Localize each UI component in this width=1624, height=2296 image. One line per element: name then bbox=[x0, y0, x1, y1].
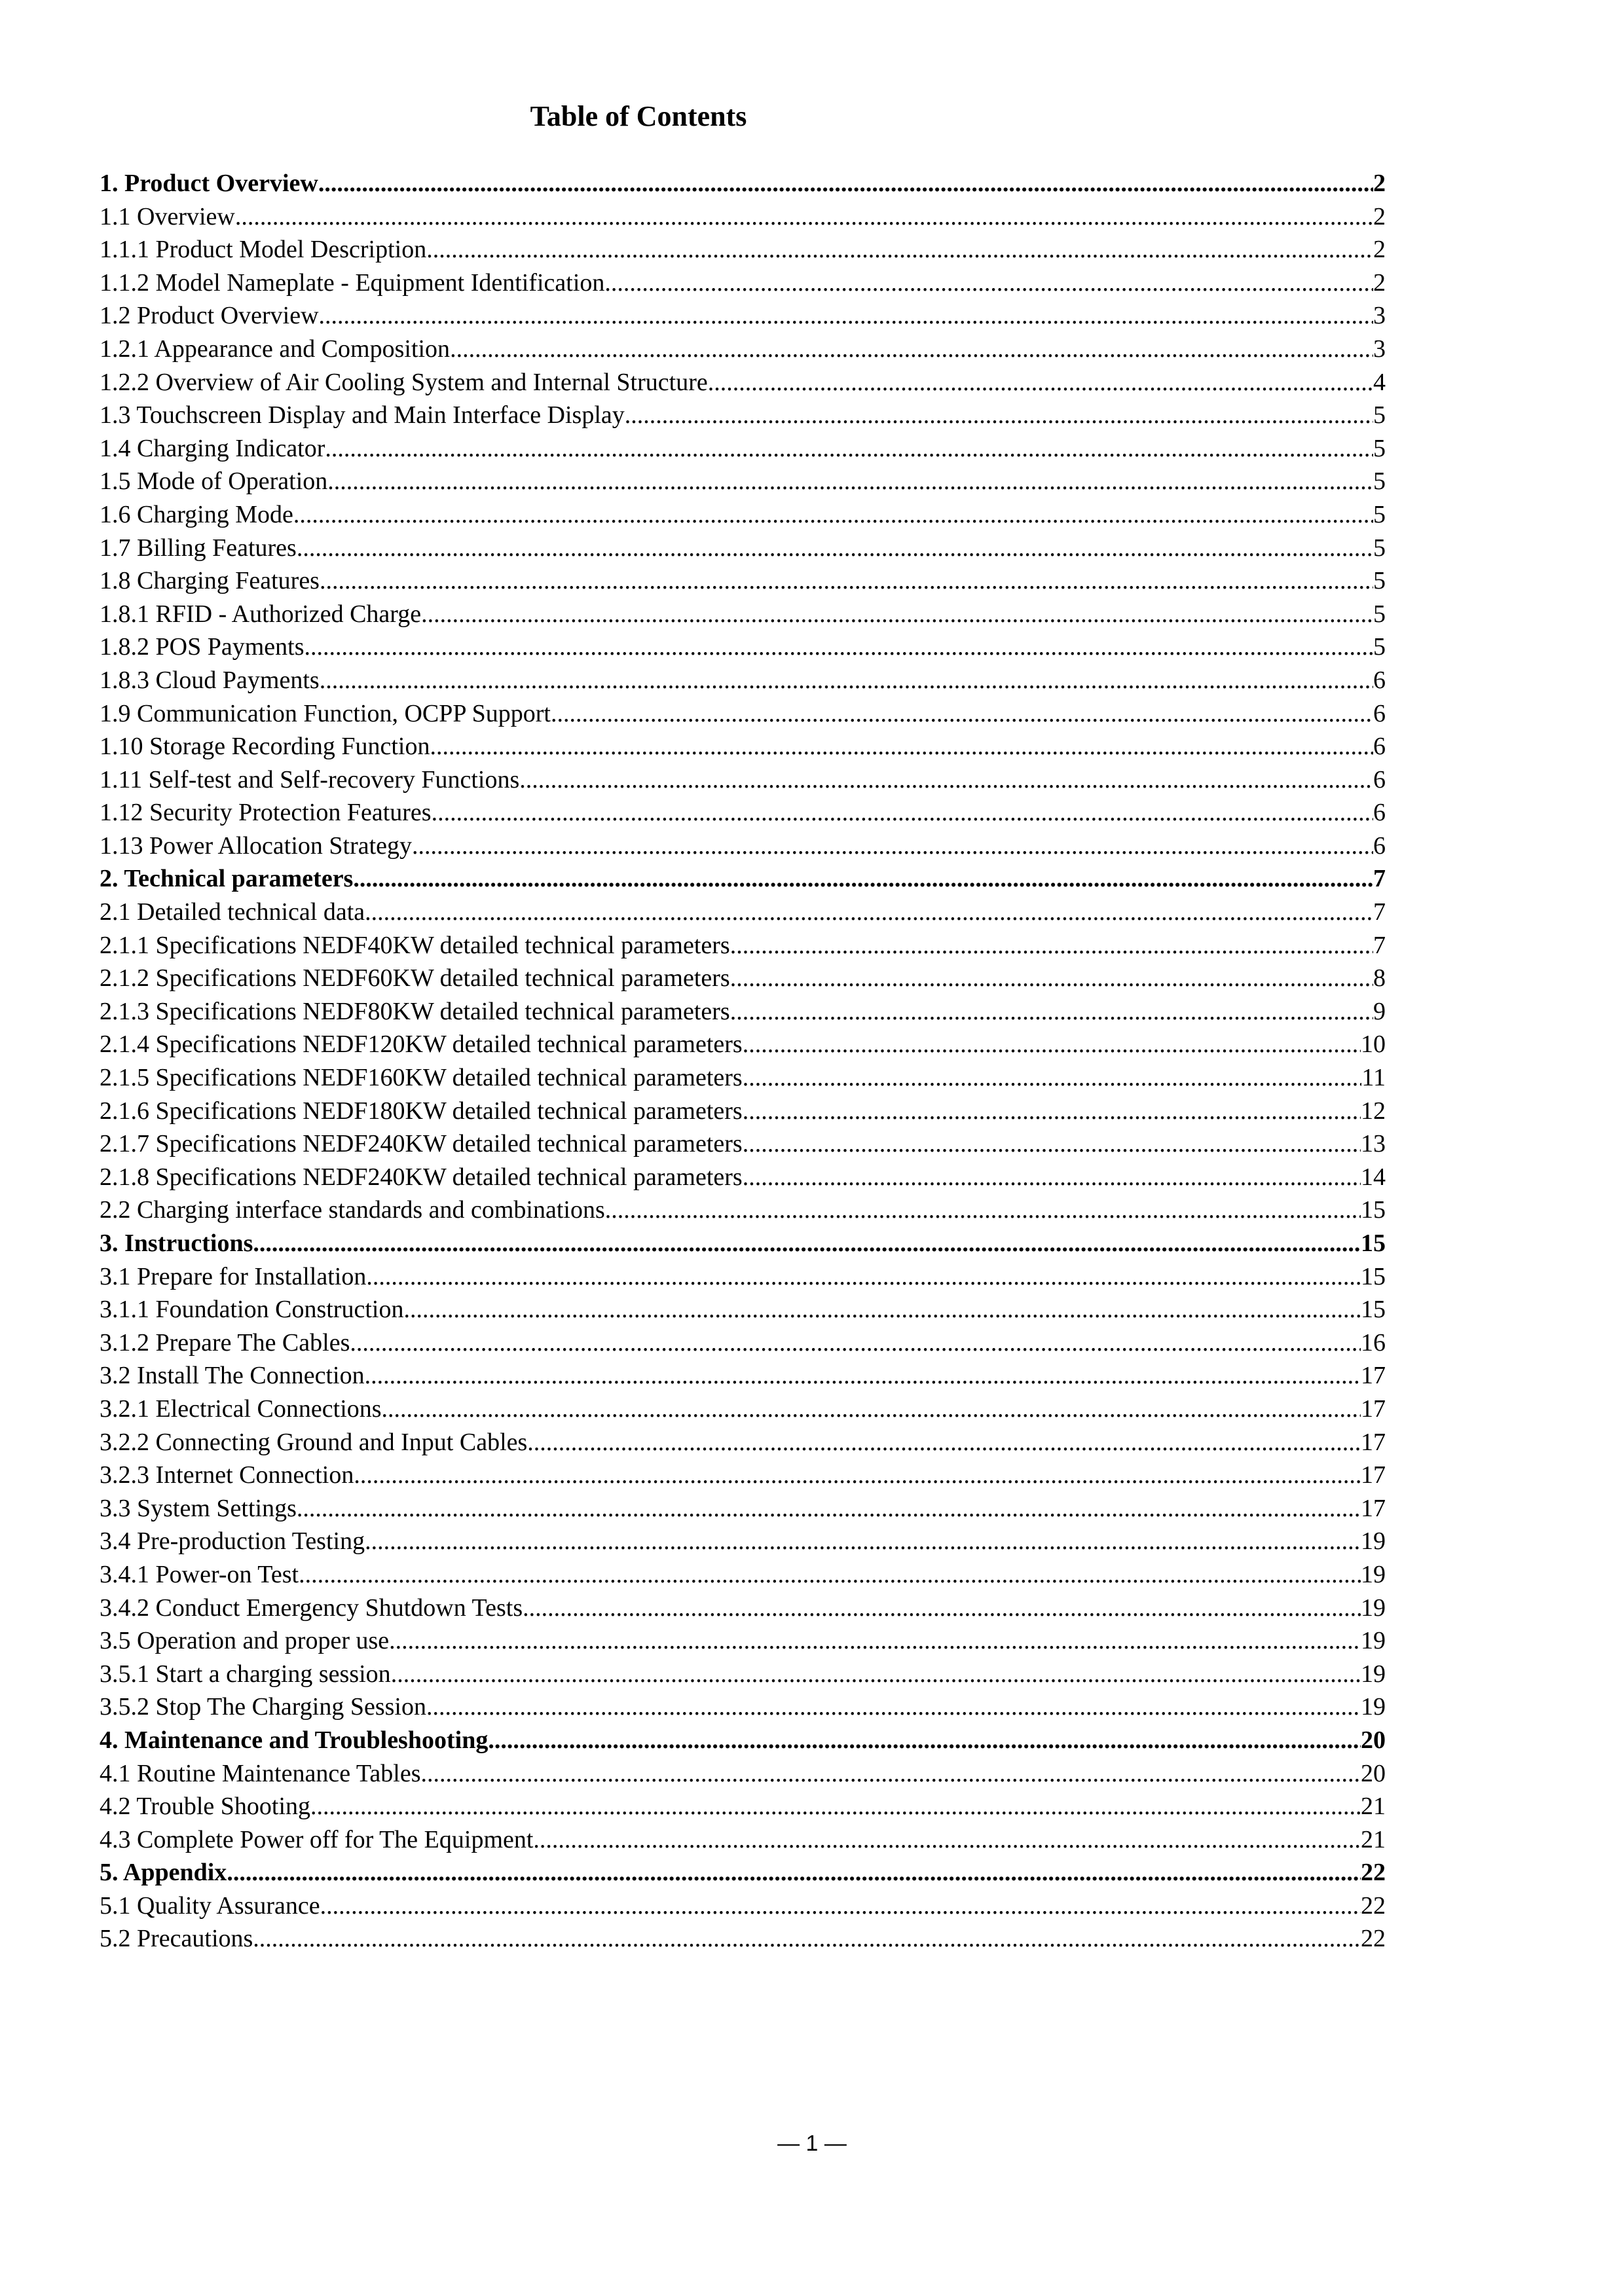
toc-entry-page-number: 12 bbox=[1361, 1097, 1386, 1125]
toc-entry-page-number: 6 bbox=[1373, 765, 1386, 793]
toc-dot-leader bbox=[327, 465, 1373, 498]
toc-entry[interactable] bbox=[100, 1095, 1386, 1128]
toc-entry-label: 5.1 Quality Assurance bbox=[100, 1891, 320, 1920]
toc-entry[interactable] bbox=[100, 200, 1386, 234]
toc-entry[interactable] bbox=[100, 1061, 1386, 1095]
toc-dot-leader bbox=[299, 1558, 1361, 1592]
toc-entry[interactable] bbox=[100, 1227, 1386, 1260]
toc-entry[interactable] bbox=[100, 1624, 1386, 1658]
toc-entry-label: 3.2.3 Internet Connection bbox=[100, 1461, 354, 1489]
toc-dot-leader bbox=[365, 896, 1373, 929]
toc-dot-leader bbox=[320, 664, 1373, 697]
toc-entry-page-number: 6 bbox=[1373, 831, 1386, 860]
toc-entry-label: 2.1.5 Specifications NEDF160KW detailed technical parameters bbox=[100, 1064, 743, 1092]
toc-entry[interactable] bbox=[100, 498, 1386, 532]
toc-entry[interactable] bbox=[100, 1724, 1386, 1757]
toc-entry[interactable] bbox=[100, 233, 1386, 266]
toc-entry[interactable] bbox=[100, 564, 1386, 598]
toc-entry-page-number: 15 bbox=[1361, 1296, 1386, 1324]
toc-dot-leader bbox=[235, 200, 1373, 234]
toc-entry-page-number: 2 bbox=[1373, 202, 1386, 230]
toc-entry-page-number: 19 bbox=[1361, 1527, 1386, 1556]
toc-dot-leader bbox=[391, 1658, 1361, 1691]
toc-entry-label: 3.2.2 Connecting Ground and Input Cables bbox=[100, 1428, 528, 1456]
toc-entry-page-number: 20 bbox=[1361, 1759, 1386, 1787]
toc-entry[interactable] bbox=[100, 829, 1386, 863]
toc-entry[interactable] bbox=[100, 333, 1386, 366]
toc-dot-leader bbox=[533, 1823, 1361, 1857]
toc-entry-label: 1.8 Charging Features bbox=[100, 567, 320, 595]
toc-entry-label: 1.8.3 Cloud Payments bbox=[100, 666, 320, 694]
toc-entry[interactable] bbox=[100, 697, 1386, 731]
toc-entry[interactable] bbox=[100, 266, 1386, 300]
toc-dot-leader bbox=[319, 299, 1373, 333]
toc-dot-leader bbox=[605, 1194, 1361, 1227]
toc-dot-leader bbox=[320, 1889, 1361, 1923]
toc-entry[interactable] bbox=[100, 1393, 1386, 1426]
toc-entry[interactable] bbox=[100, 1492, 1386, 1525]
toc-dot-leader bbox=[297, 532, 1373, 565]
toc-entry-page-number: 7 bbox=[1373, 865, 1386, 893]
toc-entry-page-number: 19 bbox=[1361, 1560, 1386, 1588]
toc-dot-leader bbox=[382, 1393, 1361, 1426]
toc-entry-label: 3.3 System Settings bbox=[100, 1494, 297, 1522]
toc-dot-leader bbox=[743, 1095, 1361, 1128]
toc-entry-page-number: 5 bbox=[1373, 500, 1386, 528]
toc-dot-leader bbox=[354, 1459, 1361, 1492]
toc-entry-label: 1.4 Charging Indicator bbox=[100, 434, 325, 462]
toc-entry-label: 3.4 Pre-production Testing bbox=[100, 1527, 365, 1556]
toc-entry-label: 2. Technical parameters bbox=[100, 865, 354, 893]
toc-entry-page-number: 5 bbox=[1373, 567, 1386, 595]
toc-dot-leader bbox=[365, 1359, 1361, 1393]
toc-dot-leader bbox=[529, 1592, 1361, 1625]
toc-dot-leader bbox=[253, 1922, 1361, 1956]
toc-entry[interactable] bbox=[100, 366, 1386, 399]
toc-entry[interactable] bbox=[100, 1260, 1386, 1294]
toc-entry[interactable] bbox=[100, 1889, 1386, 1923]
toc-dot-leader bbox=[743, 1028, 1361, 1061]
toc-entry-page-number: 5 bbox=[1373, 401, 1386, 429]
toc-entry-page-number: 15 bbox=[1361, 1230, 1386, 1257]
toc-entry[interactable] bbox=[100, 598, 1386, 631]
toc-entry-label: 3.2.1 Electrical Connections bbox=[100, 1394, 382, 1423]
toc-entry-page-number: 6 bbox=[1373, 799, 1386, 827]
toc-entry-label: 1.1.2 Model Nameplate - Equipment Identification bbox=[100, 268, 605, 297]
toc-entry-page-number: 15 bbox=[1361, 1196, 1386, 1224]
toc-entry-label: 3.1.1 Foundation Construction bbox=[100, 1296, 404, 1324]
toc-entry-label: 2.1.8 Specifications NEDF240KW detailed technical parameters bbox=[100, 1163, 743, 1191]
toc-entry[interactable] bbox=[100, 299, 1386, 333]
toc-entry[interactable] bbox=[100, 1922, 1386, 1956]
toc-entry[interactable] bbox=[100, 763, 1386, 797]
toc-entry-page-number: 19 bbox=[1361, 1693, 1386, 1721]
toc-entry[interactable] bbox=[100, 1856, 1386, 1889]
toc-entry-label: 1.13 Power Allocation Strategy bbox=[100, 831, 413, 860]
toc-entry-label: 1.2.2 Overview of Air Cooling System and Internal Structure bbox=[100, 368, 708, 396]
toc-dot-leader bbox=[297, 1492, 1361, 1525]
toc-entry-label: 1.3 Touchscreen Display and Main Interface Display bbox=[100, 401, 625, 429]
toc-entry-label: 1.12 Security Protection Features bbox=[100, 799, 432, 827]
toc-entry-label: 3.1.2 Prepare The Cables bbox=[100, 1328, 350, 1357]
toc-entry-page-number: 6 bbox=[1373, 666, 1386, 694]
toc-entry[interactable] bbox=[100, 1459, 1386, 1492]
toc-entry-page-number: 20 bbox=[1361, 1726, 1386, 1754]
toc-dot-leader bbox=[604, 266, 1373, 300]
toc-entry-label: 2.1.2 Specifications NEDF60KW detailed technical parameters bbox=[100, 964, 730, 993]
toc-title: Table of Contents bbox=[530, 100, 747, 132]
toc-entry-page-number: 2 bbox=[1373, 236, 1386, 264]
toc-entry-page-number: 5 bbox=[1373, 534, 1386, 562]
toc-entry-label: 2.2 Charging interface standards and combinations bbox=[100, 1196, 605, 1224]
toc-entry[interactable] bbox=[100, 532, 1386, 565]
toc-dot-leader bbox=[426, 233, 1373, 266]
toc-entry[interactable] bbox=[100, 1194, 1386, 1227]
toc-dot-leader bbox=[350, 1326, 1361, 1360]
toc-entry[interactable] bbox=[100, 1690, 1386, 1724]
toc-entry[interactable] bbox=[100, 1790, 1386, 1823]
toc-entry-page-number: 19 bbox=[1361, 1594, 1386, 1622]
toc-entry-page-number: 19 bbox=[1361, 1660, 1386, 1688]
toc-entry[interactable] bbox=[100, 1127, 1386, 1161]
toc-entry[interactable] bbox=[100, 1359, 1386, 1393]
toc-dot-leader bbox=[318, 167, 1373, 200]
toc-entry[interactable] bbox=[100, 796, 1386, 829]
toc-entry[interactable] bbox=[100, 1592, 1386, 1625]
toc-entry[interactable] bbox=[100, 1757, 1386, 1791]
toc-entry-label: 1.10 Storage Recording Function bbox=[100, 733, 430, 761]
toc-entry-label: 1.1.1 Product Model Description bbox=[100, 236, 427, 264]
toc-dot-leader bbox=[253, 1227, 1361, 1260]
toc-entry-page-number: 17 bbox=[1361, 1494, 1386, 1522]
toc-entry[interactable] bbox=[100, 1823, 1386, 1857]
toc-dot-leader bbox=[743, 1127, 1361, 1161]
toc-entry[interactable] bbox=[100, 630, 1386, 664]
toc-entry-label: 2.1.3 Specifications NEDF80KW detailed technical parameters bbox=[100, 997, 730, 1025]
toc-entry-label: 1.2.1 Appearance and Composition bbox=[100, 335, 451, 363]
toc-dot-leader bbox=[320, 564, 1373, 598]
toc-entry[interactable] bbox=[100, 1658, 1386, 1691]
toc-entry[interactable] bbox=[100, 962, 1386, 995]
toc-entry-page-number: 17 bbox=[1361, 1461, 1386, 1489]
toc-entry-label: 1.8.2 POS Payments bbox=[100, 633, 304, 661]
toc-dot-leader bbox=[730, 962, 1373, 995]
toc-entry-label: 5. Appendix bbox=[100, 1859, 227, 1887]
toc-dot-leader bbox=[325, 432, 1373, 465]
toc-entry-page-number: 10 bbox=[1361, 1030, 1386, 1059]
toc-entry-page-number: 5 bbox=[1373, 434, 1386, 462]
toc-entry[interactable] bbox=[100, 465, 1386, 498]
toc-dot-leader bbox=[310, 1790, 1361, 1823]
toc-dot-leader bbox=[293, 498, 1373, 532]
toc-entry-page-number: 17 bbox=[1361, 1394, 1386, 1423]
toc-dot-leader bbox=[743, 1061, 1362, 1095]
toc-entry-page-number: 3 bbox=[1373, 302, 1386, 330]
toc-entry-page-number: 17 bbox=[1361, 1428, 1386, 1456]
toc-entry-page-number: 14 bbox=[1361, 1163, 1386, 1191]
toc-dot-leader bbox=[625, 399, 1373, 432]
toc-entry-page-number: 22 bbox=[1361, 1925, 1386, 1953]
toc-entry-page-number: 5 bbox=[1373, 600, 1386, 628]
toc-entry-label: 1.6 Charging Mode bbox=[100, 500, 293, 528]
toc-entry[interactable] bbox=[100, 432, 1386, 465]
table-of-contents bbox=[100, 167, 1386, 1956]
toc-entry-page-number: 3 bbox=[1373, 335, 1386, 363]
toc-entry[interactable] bbox=[100, 862, 1386, 896]
toc-dot-leader bbox=[730, 929, 1373, 962]
toc-entry-label: 1.2 Product Overview bbox=[100, 302, 319, 330]
toc-entry-page-number: 21 bbox=[1361, 1825, 1386, 1853]
toc-entry-page-number: 16 bbox=[1361, 1328, 1386, 1357]
toc-entry-label: 1.9 Communication Function, OCPP Support bbox=[100, 699, 551, 727]
toc-dot-leader bbox=[403, 1293, 1361, 1326]
toc-entry[interactable] bbox=[100, 995, 1386, 1029]
toc-entry-label: 5.2 Precautions bbox=[100, 1925, 253, 1953]
toc-entry[interactable] bbox=[100, 1558, 1386, 1592]
toc-entry[interactable] bbox=[100, 1293, 1386, 1326]
toc-entry-label: 2.1.6 Specifications NEDF180KW detailed technical parameters bbox=[100, 1097, 743, 1125]
toc-dot-leader bbox=[421, 598, 1373, 631]
toc-entry-page-number: 8 bbox=[1373, 964, 1386, 993]
toc-dot-leader bbox=[527, 1426, 1361, 1459]
toc-entry-page-number: 17 bbox=[1361, 1362, 1386, 1390]
toc-entry-page-number: 7 bbox=[1373, 898, 1386, 926]
page-number: — 1 — bbox=[777, 2131, 847, 2156]
toc-entry-page-number: 15 bbox=[1361, 1262, 1386, 1290]
toc-entry-label: 3.5.1 Start a charging session bbox=[100, 1660, 391, 1688]
toc-entry[interactable] bbox=[100, 1028, 1386, 1061]
toc-entry[interactable] bbox=[100, 399, 1386, 432]
toc-entry-page-number: 4 bbox=[1373, 368, 1386, 396]
toc-dot-leader bbox=[426, 1690, 1361, 1724]
toc-entry-label: 4.3 Complete Power off for The Equipment bbox=[100, 1825, 534, 1853]
toc-entry-label: 1.5 Mode of Operation bbox=[100, 467, 328, 496]
toc-dot-leader bbox=[412, 829, 1373, 863]
toc-entry-label: 3. Instructions bbox=[100, 1230, 253, 1257]
toc-dot-leader bbox=[432, 796, 1373, 829]
toc-entry-label: 1.11 Self-test and Self-recovery Functions bbox=[100, 765, 520, 793]
toc-entry-label: 3.2 Install The Connection bbox=[100, 1362, 365, 1390]
toc-entry-label: 3.4.2 Conduct Emergency Shutdown Tests. bbox=[100, 1594, 529, 1622]
toc-dot-leader bbox=[353, 862, 1373, 896]
toc-entry-label: 2.1.1 Specifications NEDF40KW detailed technical parameters bbox=[100, 931, 730, 959]
toc-entry[interactable] bbox=[100, 1426, 1386, 1459]
toc-entry-label: 3.5 Operation and proper use bbox=[100, 1627, 390, 1655]
toc-entry[interactable] bbox=[100, 1525, 1386, 1558]
toc-entry-page-number: 9 bbox=[1373, 997, 1386, 1025]
toc-dot-leader bbox=[519, 763, 1373, 797]
toc-entry-page-number: 5 bbox=[1373, 467, 1386, 496]
toc-entry-label: 4.1 Routine Maintenance Tables bbox=[100, 1759, 421, 1787]
toc-entry-page-number: 2 bbox=[1373, 170, 1386, 197]
toc-dot-leader bbox=[551, 697, 1373, 731]
toc-entry-label: 3.4.1 Power-on Test bbox=[100, 1560, 299, 1588]
toc-entry-label: 1.7 Billing Features bbox=[100, 534, 297, 562]
toc-dot-leader bbox=[743, 1161, 1361, 1194]
toc-dot-leader bbox=[708, 366, 1373, 399]
toc-entry-page-number: 19 bbox=[1361, 1627, 1386, 1655]
toc-dot-leader bbox=[389, 1624, 1361, 1658]
toc-dot-leader bbox=[450, 333, 1373, 366]
toc-entry[interactable] bbox=[100, 1326, 1386, 1360]
toc-dot-leader bbox=[366, 1260, 1361, 1294]
toc-entry-label: 4. Maintenance and Troubleshooting bbox=[100, 1726, 489, 1754]
toc-entry-page-number: 22 bbox=[1361, 1859, 1386, 1887]
toc-dot-leader bbox=[304, 630, 1373, 664]
toc-entry-page-number: 21 bbox=[1361, 1793, 1386, 1821]
toc-dot-leader bbox=[365, 1525, 1361, 1558]
toc-entry[interactable] bbox=[100, 730, 1386, 763]
toc-entry[interactable] bbox=[100, 896, 1386, 929]
toc-dot-leader bbox=[421, 1757, 1361, 1791]
toc-entry-label: 2.1.4 Specifications NEDF120KW detailed technical parameters bbox=[100, 1030, 743, 1059]
toc-entry-page-number: 7 bbox=[1373, 931, 1386, 959]
toc-dot-leader bbox=[488, 1724, 1361, 1757]
toc-entry-label: 1. Product Overview bbox=[100, 170, 318, 197]
toc-dot-leader bbox=[730, 995, 1373, 1029]
toc-entry-label: 2.1 Detailed technical data bbox=[100, 898, 365, 926]
toc-entry[interactable] bbox=[100, 929, 1386, 962]
toc-entry-label: 1.8.1 RFID - Authorized Charge bbox=[100, 600, 422, 628]
toc-entry-page-number: 6 bbox=[1373, 699, 1386, 727]
toc-dot-leader bbox=[227, 1856, 1361, 1889]
toc-entry-page-number: 11 bbox=[1361, 1064, 1386, 1092]
toc-entry[interactable] bbox=[100, 167, 1386, 200]
toc-entry-page-number: 6 bbox=[1373, 733, 1386, 761]
toc-entry-label: 1.1 Overview bbox=[100, 202, 235, 230]
toc-entry-label: 3.1 Prepare for Installation bbox=[100, 1262, 367, 1290]
toc-entry[interactable] bbox=[100, 664, 1386, 697]
toc-entry-label: 4.2 Trouble Shooting bbox=[100, 1793, 311, 1821]
toc-entry-page-number: 13 bbox=[1361, 1130, 1386, 1158]
toc-entry-page-number: 2 bbox=[1373, 268, 1386, 297]
toc-entry-label: 3.5.2 Stop The Charging Session bbox=[100, 1693, 426, 1721]
toc-entry-page-number: 22 bbox=[1361, 1891, 1386, 1920]
toc-entry-label: 2.1.7 Specifications NEDF240KW detailed technical parameters bbox=[100, 1130, 743, 1158]
toc-entry[interactable] bbox=[100, 1161, 1386, 1194]
toc-dot-leader bbox=[430, 730, 1373, 763]
toc-entry-page-number: 5 bbox=[1373, 633, 1386, 661]
